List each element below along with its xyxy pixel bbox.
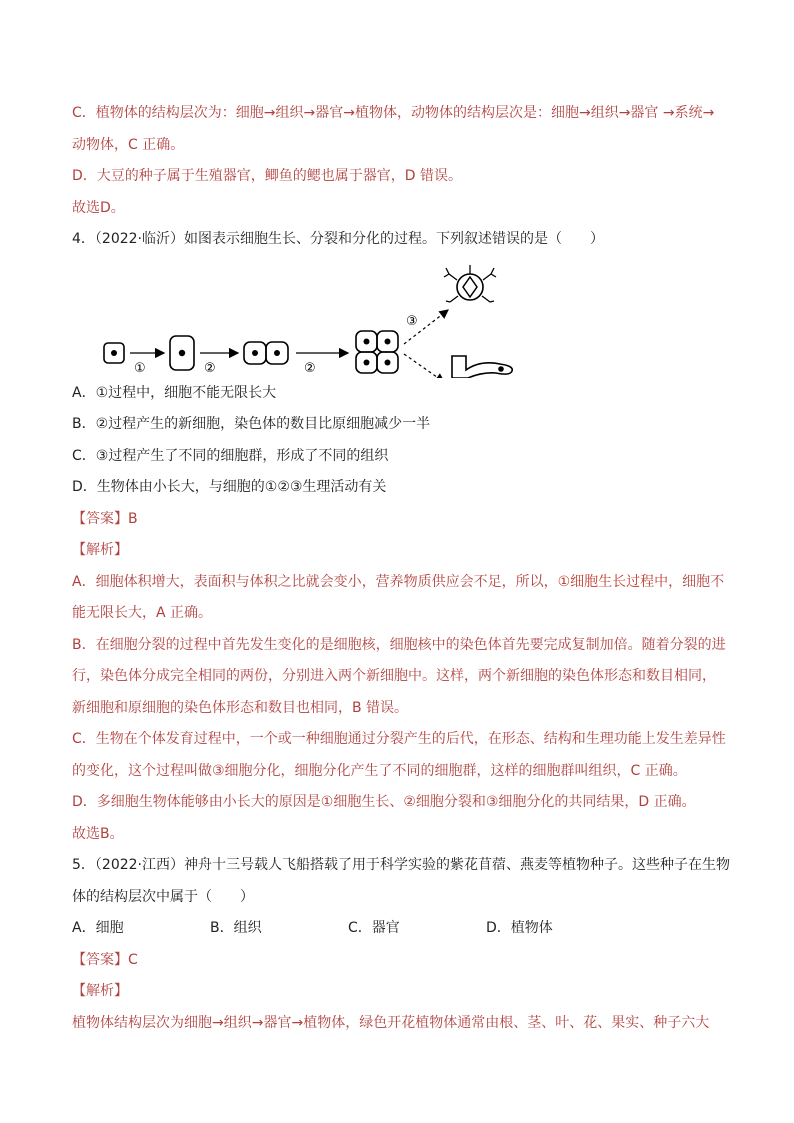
q4-option-d: D．生物体由小长大，与细胞的①②③生理活动有关 bbox=[72, 479, 387, 495]
label-process-3: ③ bbox=[406, 313, 418, 329]
q4-analysis-b-2: 行，染色体分成完全相同的两份，分别进入两个新细胞中。这样，两个新细胞的染色体形态和数目相同， bbox=[72, 668, 716, 684]
q5-option-c: C．器官 bbox=[348, 920, 400, 936]
q5-option-b: B．组织 bbox=[210, 920, 262, 936]
q3-option-c: C．植物体的结构层次为：细胞→组织→器官→植物体，动物体的结构层次是：细胞→组织→器官 →系统→ bbox=[72, 105, 715, 121]
q5-stem-2: 体的结构层次中属于（ ） bbox=[72, 888, 254, 905]
q5-options bbox=[72, 913, 722, 945]
cell-process-diagram bbox=[100, 260, 530, 378]
q3-option-d: D．大豆的种子属于生殖器官，鲫鱼的鳃也属于器官，D 错误。 bbox=[72, 168, 463, 184]
q4-analysis-title: 【解析】 bbox=[72, 542, 128, 558]
label-process-2a: ② bbox=[204, 360, 216, 376]
q4-option-c: C．③过程产生了不同的细胞群，形成了不同的组织 bbox=[72, 447, 389, 464]
q5-analysis-1: 植物体结构层次为细胞→组织→器官→植物体，绿色开花植物体通常由根、茎、叶、花、果实、种子六大 bbox=[72, 1014, 710, 1031]
q4-answer: 【答案】B bbox=[72, 510, 138, 527]
q4-analysis-b-3: 新细胞和原细胞的染色体形态和数目也相同，B 错误。 bbox=[72, 699, 409, 716]
q4-stem: 4．（2022·临沂）如图表示细胞生长、分裂和分化的过程。下列叙述错误的是（ ） bbox=[72, 231, 604, 247]
cell-process-figure bbox=[72, 260, 722, 378]
q4-option-b: B．②过程产生的新细胞，染色体的数目比原细胞减少一半 bbox=[72, 416, 431, 432]
differentiated-cell-star bbox=[444, 265, 496, 302]
label-process-1: ① bbox=[134, 360, 146, 376]
q3-option-c-cont: 动物体，C 正确。 bbox=[72, 136, 185, 153]
q4-conclusion: 故选B。 bbox=[72, 825, 124, 842]
q5-answer: 【答案】C bbox=[72, 951, 138, 968]
document-page bbox=[72, 98, 730, 1039]
q4-analysis-d: D．多细胞生物体能够由小长大的原因是①细胞生长、②细胞分裂和③细胞分化的共同结果，D 正确。 bbox=[72, 794, 696, 810]
differentiated-cell-elongated bbox=[452, 356, 512, 378]
q4-analysis-c-1: C．生物在个体发育过程中，一个或一种细胞通过分裂产生的后代，在形态、结构和生理功能上发生差异性 bbox=[72, 731, 726, 747]
q4-analysis-c-2: 的变化，这个过程叫做③细胞分化，细胞分化产生了不同的细胞群，这样的细胞群叫组织，C 正确。 bbox=[72, 762, 687, 779]
q4-analysis-a bbox=[72, 567, 725, 599]
q5-stem-1: 5．（2022·江西）神舟十三号载人飞船搭载了用于科学实验的紫花苜蓿、燕麦等植物种子。这些种子在生物 bbox=[72, 857, 730, 873]
label-process-2b: ② bbox=[304, 360, 316, 376]
q4-analysis-a-tail: ，细胞不 bbox=[668, 573, 725, 590]
four-cells bbox=[356, 331, 398, 373]
q4-analysis-a-text: A．细胞体积增大，表面积与体积之比就会变小，营养物质供应会不足，所以， bbox=[72, 573, 558, 590]
q4-analysis-a-highlight: ①细胞生长过程中 bbox=[557, 573, 669, 590]
q5-option-d: D．植物体 bbox=[486, 920, 553, 936]
q5-analysis-title: 【解析】 bbox=[72, 983, 128, 999]
q5-option-a: A．细胞 bbox=[72, 920, 124, 936]
q4-analysis-b-1: B．在细胞分裂的过程中首先发生变化的是细胞核，细胞核中的染色体首先要完成复制加倍。随着分裂的进 bbox=[72, 636, 726, 653]
q4-analysis-a-cont: 能无限长大，A 正确。 bbox=[72, 605, 213, 621]
q3-conclusion: 故选D。 bbox=[72, 199, 125, 216]
q4-option-a: A．①过程中，细胞不能无限长大 bbox=[72, 384, 277, 401]
